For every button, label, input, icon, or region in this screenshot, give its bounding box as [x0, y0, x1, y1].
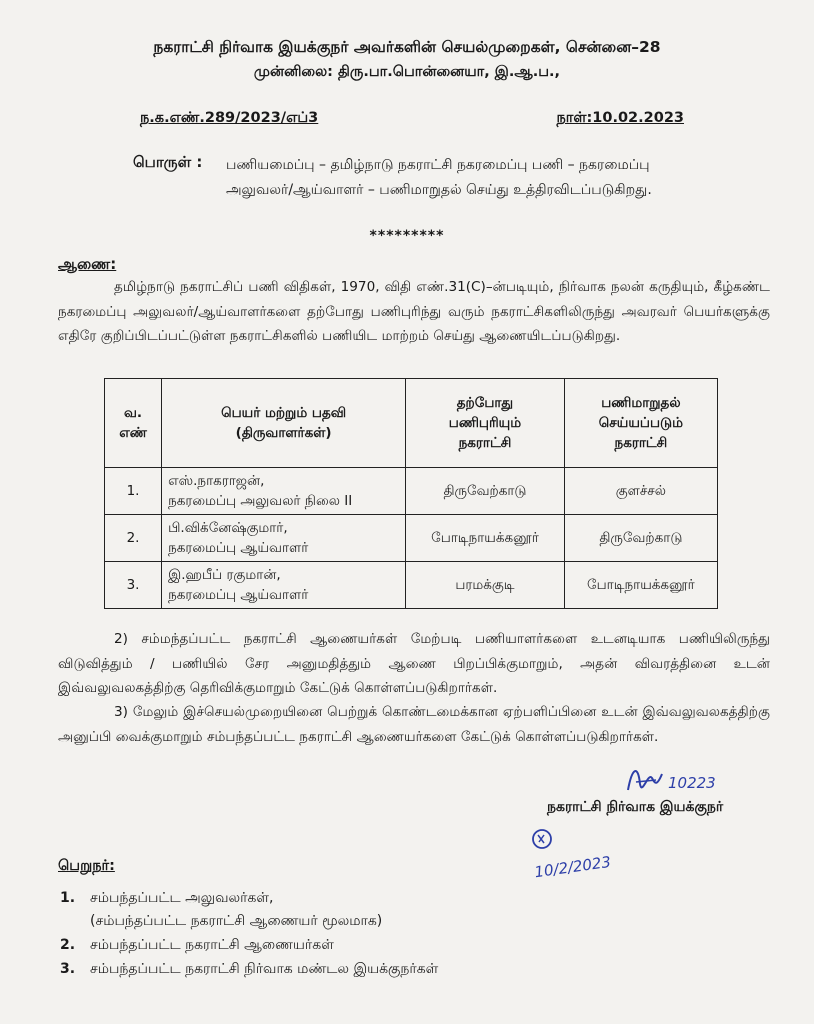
recipient-text: சம்பந்தப்பட்ட நகராட்சி நிர்வாக மண்டல இயக்குநர்கள்	[90, 961, 439, 977]
recipient-subtext: (சம்பந்தப்பட்ட நகராட்சி ஆணையர் மூலமாக)	[90, 913, 383, 929]
cell-serial: 3.	[105, 562, 162, 609]
header-line: வ.	[124, 405, 143, 421]
subject-text: பணியமைப்பு – தமிழ்நாடு நகராட்சி நகரமைப்பு பணி – நகரமைப்பு அலுவலர்/ஆய்வாளர் – பணிமாறுதல் செய்து உத்திரவிடப்படுகிறது.	[226, 157, 652, 198]
recipient-item	[60, 937, 334, 955]
cell-serial: 2.	[105, 515, 162, 562]
header-transfer	[564, 379, 717, 468]
header-line: (திருவாளர்கள்)	[235, 425, 332, 441]
cell-serial: 1.	[105, 468, 162, 515]
cell-current: போடிநாயக்கனூர்	[406, 515, 565, 562]
cell-current: திருவேற்காடு	[406, 468, 565, 515]
recipient-text: சம்பந்தப்பட்ட அலுவலர்கள்,	[90, 890, 274, 906]
recipient-item	[60, 961, 438, 979]
transfer-table	[104, 378, 718, 609]
cell-transfer: திருவேற்காடு	[564, 515, 717, 562]
order-label: ஆணை:	[58, 255, 117, 273]
signatory-title: நகராட்சி நிர்வாக இயக்குநர்	[547, 799, 724, 815]
subject-label: பொருள் :	[133, 153, 203, 171]
table-row	[105, 562, 718, 609]
recipients-label: பெறுநர்:	[58, 858, 115, 874]
reference-number: ந.க.எண்.289/2023/எப்3	[140, 110, 319, 126]
handwritten-date-image	[530, 825, 640, 885]
separator: *********	[369, 228, 445, 244]
cell-current: பரமக்குடி	[406, 562, 565, 609]
header-line: நகராட்சி	[614, 435, 668, 451]
header-line: எண்	[119, 425, 147, 441]
cell-transfer: குளச்சல்	[564, 468, 717, 515]
presence-line: முன்னிலை: திரு.பா.பொன்னையா, இ.ஆ.ப.,	[253, 64, 561, 80]
table-row	[105, 468, 718, 515]
order-date: நாள்:10.02.2023	[556, 110, 684, 126]
cell-name	[162, 515, 406, 562]
office-header: நகராட்சி நிர்வாக இயக்குநர் அவர்களின் செயல்முறைகள், சென்னை–28	[153, 38, 661, 56]
employee-designation: நகரமைப்பு அலுவலர் நிலை II	[168, 493, 353, 509]
header-line: தற்போது	[456, 395, 514, 411]
recipient-number: 1.	[60, 890, 76, 906]
header-line: பணிமாறுதல்	[601, 395, 681, 411]
employee-name: இ.ஹபீப் ரகுமான்,	[168, 567, 281, 583]
recipient-number: 2.	[60, 937, 76, 953]
recipient-text: சம்பந்தப்பட்ட நகராட்சி ஆணையர்கள்	[90, 937, 334, 953]
table-row	[105, 515, 718, 562]
cell-transfer: போடிநாயக்கனூர்	[564, 562, 717, 609]
employee-designation: நகரமைப்பு ஆய்வாளர்	[168, 587, 309, 603]
header-serial	[105, 379, 162, 468]
header-line: செய்யப்படும்	[598, 415, 683, 431]
table-header-row	[105, 379, 718, 468]
header-line: நகராட்சி	[458, 435, 512, 451]
order-paragraph-1: தமிழ்நாடு நகராட்சிப் பணி விதிகள், 1970, விதி எண்.31(C)–ன்படியும், நிர்வாக நலன் கருதியும், கீழ்கண்ட நகரமைப்பு அலுவலர்/ஆய்வாளர்களை தற்போது பணிபுரிந்து வரும் நகராட்சிகளிலிருந்து அவரவர் பெயர்களுக்கு எதிரே குறிப்பிடப்பட்டுள்ள நகராட்சிகளில் பணியிட மாற்றம் செய்து ஆணையிடப்படுகிறது.	[58, 279, 770, 344]
header-name	[162, 379, 406, 468]
cell-name	[162, 468, 406, 515]
handwritten-date: 10/2/2023	[533, 852, 613, 882]
employee-name: பி.விக்னேஷ்குமார்,	[168, 520, 288, 536]
recipient-item	[60, 890, 273, 908]
signature-note: 10223	[668, 774, 716, 792]
order-paragraph-3: 3) மேலும் இச்செயல்முறையினை பெற்றுக் கொண்டமைக்கான ஏற்பளிப்பினை உடன் இவ்வலுவலகத்திற்கு அனுப்பி வைக்குமாறும் சம்பந்தப்பட்ட நகராட்சி ஆணையர்களை கேட்டுக் கொள்ளப்படுகிறார்கள்.	[58, 704, 770, 745]
recipient-number: 3.	[60, 961, 76, 977]
header-line: பணிபுரியும்	[448, 415, 522, 431]
order-paragraph-2: 2) சம்மந்தப்பட்ட நகராட்சி ஆணையர்கள் மேற்படி பணியாளர்களை உடனடியாக பணியிலிருந்து விடுவித்தும் / பணியில் சேர அனுமதித்தும் ஆணை பிறப்பிக்குமாறும், அதன் விவரத்தினை உடன் இவ்வலுவலகத்திற்கு தெரிவிக்குமாறும் கேட்டுக் கொள்ளப்படுகிறார்கள்.	[58, 631, 770, 696]
employee-designation: நகரமைப்பு ஆய்வாளர்	[168, 540, 309, 556]
header-line: பெயர் மற்றும் பதவி	[221, 405, 347, 421]
header-current	[406, 379, 565, 468]
cell-name	[162, 562, 406, 609]
employee-name: எஸ்.நாகராஜன்,	[168, 473, 265, 489]
